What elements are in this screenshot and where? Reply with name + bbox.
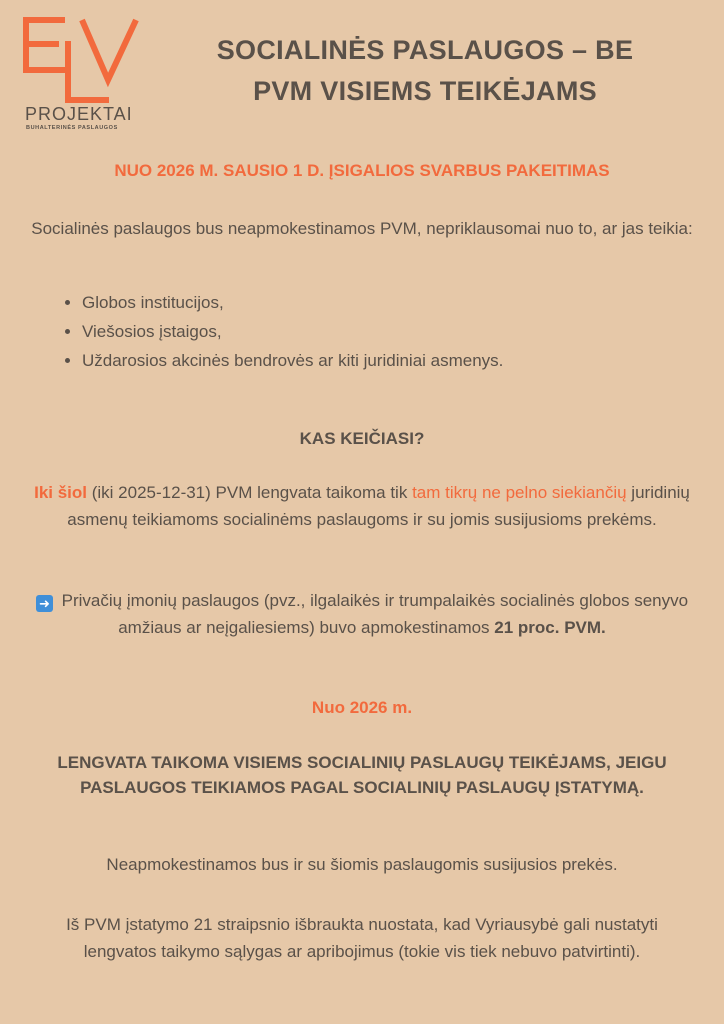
changes-heading: KAS KEIČIASI? xyxy=(299,429,425,448)
title-line-1: SOCIALINĖS PASLAUGOS – BE xyxy=(216,35,634,65)
providers-list xyxy=(58,288,503,375)
until-now-part2: juridinių asmenų teikiamoms socialinėms paslaugoms ir su jomis susijusioms prekėms. xyxy=(67,483,690,529)
logo xyxy=(22,14,144,130)
relief-heading: LENGVATA TAIKOMA VISIEMS SOCIALINIŲ PASLAUGŲ TEIKĖJAMS, JEIGU PASLAUGOS TEIKIAMOS PAGAL SOCIALINIŲ PASLAUGŲ ĮSTATYMĄ. xyxy=(57,753,667,797)
list-item: • Globos institucijos, xyxy=(82,288,503,317)
intro-text: Socialinės paslaugos bus neapmokestinamos PVM, nepriklausomai nuo to, ar jas teikia: xyxy=(31,219,693,238)
title-line-2: PVM VISIEMS TEIKĖJAMS xyxy=(253,76,597,106)
list-item: • Viešosios įstaigos, xyxy=(82,317,503,346)
page-title xyxy=(170,30,680,112)
until-now-part1: (iki 2025-12-31) PVM lengvata taikoma tik xyxy=(87,483,413,502)
logo-brand: PROJEKTAI xyxy=(25,104,133,124)
from-2026-heading: Nuo 2026 m. xyxy=(311,698,413,717)
private-text: Privačių įmonių paslaugos (pvz., ilgalaikės ir trumpalaikės socialinės globos senyvo amžiaus ar neįgaliesiems) buvo apmokestinamos xyxy=(56,591,689,637)
list-item: • Uždarosios akcinės bendrovės ar kiti juridiniai asmenys. xyxy=(82,346,503,375)
article-text: Iš PVM įstatymo 21 straipsnio išbraukta nuostata, kad Vyriausybė gali nustatyti lengvatos taikymo sąlygas ar apribojimus (tokie vis tiek nebuvo patvirtinti). xyxy=(66,915,658,961)
elv-logo-mark xyxy=(22,14,144,104)
until-now-lead: Iki šiol xyxy=(34,483,88,502)
private-bold: 21 proc. PVM. xyxy=(494,618,606,637)
until-now-paragraph xyxy=(30,479,694,533)
until-now-highlight: tam tikrų ne pelno siekiančių xyxy=(412,483,627,502)
announcement-heading: NUO 2026 M. SAUSIO 1 D. ĮSIGALIOS SVARBUS PAKEITIMAS xyxy=(114,161,610,180)
arrow-right-icon: ➜ xyxy=(36,595,53,612)
logo-subtitle: BUHALTERINĖS PASLAUGOS xyxy=(26,125,118,131)
goods-text: Neapmokestinamos bus ir su šiomis paslaugomis susijusios prekės. xyxy=(106,855,618,874)
private-companies-paragraph xyxy=(30,587,694,641)
